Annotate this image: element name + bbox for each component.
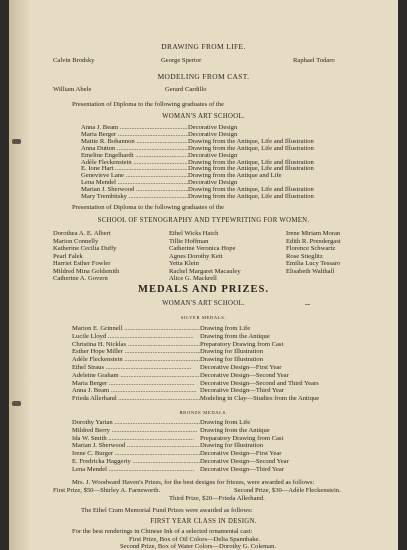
row-description: Drawing from the Antique, Life and Illustration: [188, 186, 314, 194]
binding-hole-top: [12, 139, 21, 144]
list-row: [72, 395, 319, 403]
row-description: Drawing for Illustration: [200, 356, 263, 364]
row-description: Decorative Design—Second Year: [200, 458, 289, 465]
list-row: [72, 427, 270, 435]
row-name: Lena Mendel .....: [72, 466, 200, 474]
row-description: Drawing from the Antique, Life and Illustration: [188, 144, 314, 152]
renderings-second-prize: Second Prize, Box of Water Colors—Dorothy G. Coleman.: [120, 543, 277, 550]
row-name: Dorothy Yarian .....: [72, 419, 200, 427]
row-name: Ethel Straus .....: [72, 364, 200, 372]
haven-first-prize: First Prize, $50—Shirley A. Farnsworth.: [53, 487, 161, 494]
graduate-name: Pearl Falek: [53, 252, 83, 260]
row-description: Preparatory Drawing from Cast: [200, 434, 284, 442]
graduate-name: Harriet Esther Fowler: [53, 260, 111, 267]
list-row: [72, 341, 283, 349]
row-description: Decorative Design: [188, 151, 238, 159]
renderings-intro: For the best renderings in Chinese Ink of a selected ornamental cast:: [72, 528, 253, 535]
diploma-art-intro: Presentation of Diploma to the following graduates of the: [72, 101, 224, 108]
medals-school: WOMAN'S ART SCHOOL.: [162, 300, 245, 307]
row-name: Frieda Allerhand .....: [72, 395, 200, 403]
row-name: Mary Trembitsky .....: [81, 193, 188, 201]
list-row: [72, 435, 283, 443]
graduate-name: Katherine Cecilia Duffy: [53, 245, 117, 252]
heading-modeling-from-cast: MODELING FROM CAST.: [157, 72, 250, 81]
list-row: [72, 450, 282, 458]
list-row: [81, 193, 314, 201]
graduate-name: Edith R. Prendergast: [286, 237, 341, 245]
row-name: Maria Berger .....: [72, 380, 200, 388]
row-name: Marian J. Sherwood .....: [81, 186, 188, 194]
list-row: [72, 387, 284, 395]
row-description: Preparatory Drawing from Cast: [200, 340, 284, 348]
graduate-name: Irene Miriam Moran: [286, 230, 341, 237]
life-student-2: George Spertor: [161, 57, 202, 64]
row-description: Decorative Design: [188, 124, 238, 131]
haven-second-prize: Second Prize, $30—Adèle Fleckenstein.: [234, 487, 341, 494]
row-name: E. Fredricka Haggerty .....: [72, 458, 200, 466]
row-description: Drawing from the Antique: [200, 332, 270, 340]
list-row: [72, 380, 319, 388]
row-name: Ida W. Smith .....: [72, 435, 200, 443]
heading-drawing-from-life: DRAWING FROM LIFE.: [161, 42, 246, 51]
graduate-name: Rose Stieglitz: [286, 252, 323, 260]
row-description: Drawing from the Antique and Life: [188, 172, 282, 180]
haven-third-prize: Third Prize, $20—Frieda Allerhand.: [169, 495, 265, 502]
row-description: Drawing from Life: [200, 325, 251, 332]
diploma-art-school: WOMAN'S ART SCHOOL.: [162, 113, 245, 120]
row-name: Christina H. Nicklas .....: [72, 341, 200, 349]
row-name: Adèle Fleckenstein .....: [81, 159, 188, 167]
graduate-name: Marion Connelly: [53, 237, 99, 245]
row-description: Decorative Design—Third Year: [200, 465, 285, 473]
graduate-name: Alice G. Mackrell: [169, 275, 217, 282]
binding-hole-bottom: [12, 401, 21, 406]
row-name: Lena Mendel .....: [81, 179, 188, 187]
row-description: Decorative Design—First Year: [200, 364, 282, 371]
silver-medals-heading: SILVER MEDALS.: [180, 315, 227, 320]
row-name: E. Ione Hart .....: [81, 165, 188, 173]
decorative-dash: [305, 304, 310, 305]
list-row: [72, 458, 289, 466]
row-name: Mildred Berry .....: [72, 427, 200, 435]
row-name: Anna J. Beam .....: [81, 124, 188, 132]
list-row: [72, 348, 263, 356]
renderings-first-prize: First Prize, Box of Oil Colors—Delia Spannbake.: [129, 536, 261, 543]
graduate-name: Yetta Klein: [169, 260, 199, 267]
page-edge-shadow: [9, 0, 31, 550]
row-description: Drawing for Illustration: [200, 442, 263, 450]
graduate-name: Catherine A. Govern: [53, 275, 108, 282]
row-description: Decorative Design—Third Year: [200, 387, 285, 395]
cast-student-1: William Abele: [53, 86, 92, 93]
row-name: Marion E. Grinnell .....: [72, 325, 200, 333]
list-row: [72, 364, 282, 372]
graduate-name: Dorothea A. E. Albert: [53, 230, 111, 237]
document-page: [9, 0, 398, 550]
graduate-name: Elisabeth Walthall: [286, 267, 335, 275]
first-year-design-heading: FIRST YEAR CLASS IN DESIGN.: [150, 518, 257, 525]
graduate-name: Florence Schwartz: [286, 245, 336, 252]
row-description: Drawing from the Antique, Life and Illustration: [188, 193, 314, 200]
graduate-name: Ethel Wicks Hatch: [169, 230, 219, 237]
row-name: Mattie R. Bohannon .....: [81, 138, 188, 146]
haven-prizes-intro: Mrs. J. Woodward Haven's Prizes, for the best designs for friezes, were awarded as follows:: [72, 479, 315, 486]
medals-title: MEDALS AND PRIZES.: [138, 284, 269, 295]
graduate-name: Agnes Dorothy Kett: [169, 252, 223, 260]
bronze-medals-heading: BRONZE MEDALS.: [179, 410, 228, 415]
diploma-steno-intro: Presentation of Diploma to the following graduates of the: [72, 204, 224, 211]
list-row: [72, 372, 289, 380]
graduate-name: Emilia Lucy Tessaro: [286, 260, 341, 267]
list-row: [72, 419, 250, 427]
row-name: Irene C. Burger .....: [72, 450, 200, 458]
row-description: Drawing for Illustration: [200, 348, 263, 356]
row-description: Drawing from the Antique, Life and Illustration: [188, 137, 314, 145]
row-name: Genevieve Lane .....: [81, 172, 188, 180]
row-name: Anna J. Beam .....: [72, 387, 200, 395]
life-student-3: Raphael Todaro: [293, 57, 335, 64]
life-student-1: Calvin Brodsky: [53, 57, 95, 64]
row-description: Decorative Design—First Year: [200, 450, 282, 458]
row-name: Anna Dutton .....: [81, 145, 188, 153]
row-name: Marian J. Sherwood .....: [72, 442, 200, 450]
row-name: Lucile Lloyd .....: [72, 333, 200, 341]
list-row: [72, 333, 270, 341]
row-description: Drawing from the Antique: [200, 426, 270, 434]
row-description: Modeling in Clay—Studies from the Antique: [200, 395, 320, 403]
graduate-name: Mildred Mina Goldsmith: [53, 267, 120, 275]
graduate-name: Catherine Veronica Hope: [169, 245, 236, 252]
list-row: [72, 442, 263, 450]
list-row: [72, 325, 250, 333]
row-name: Adèle Fleckenstein .....: [72, 356, 200, 364]
row-name: Esther Hope Miller .....: [72, 348, 200, 356]
row-description: Decorative Design—Second Year: [200, 371, 289, 379]
row-description: Drawing from the Antique, Life and Illustration: [188, 158, 314, 166]
row-description: Decorative Design: [188, 179, 238, 187]
list-row: [72, 356, 263, 364]
cram-prizes-intro: The Ethel Cram Memorial Fund Prizes were awarded as follows:: [81, 507, 253, 514]
list-row: [72, 466, 284, 474]
row-name: Adeleine Graham .....: [72, 372, 200, 380]
row-description: Drawing from Life: [200, 419, 251, 426]
graduate-name: Tillie Hoffman: [169, 237, 209, 245]
diploma-steno-school: SCHOOL OF STENOGRAPHY AND TYPEWRITING FOR WOMEN.: [97, 217, 310, 224]
graduate-name: Rachel Margaret Macauley: [169, 267, 241, 275]
cast-student-2: Gerard Cardillo: [165, 86, 207, 93]
row-description: Decorative Design—Second and Third Years: [200, 379, 319, 387]
row-name: Maria Berger .....: [81, 131, 188, 139]
row-name: Emeline Engelhardt .....: [81, 152, 188, 160]
row-description: Decorative Design: [188, 130, 238, 138]
row-description: Drawing from the Antique, Life and Illustration: [188, 165, 314, 173]
